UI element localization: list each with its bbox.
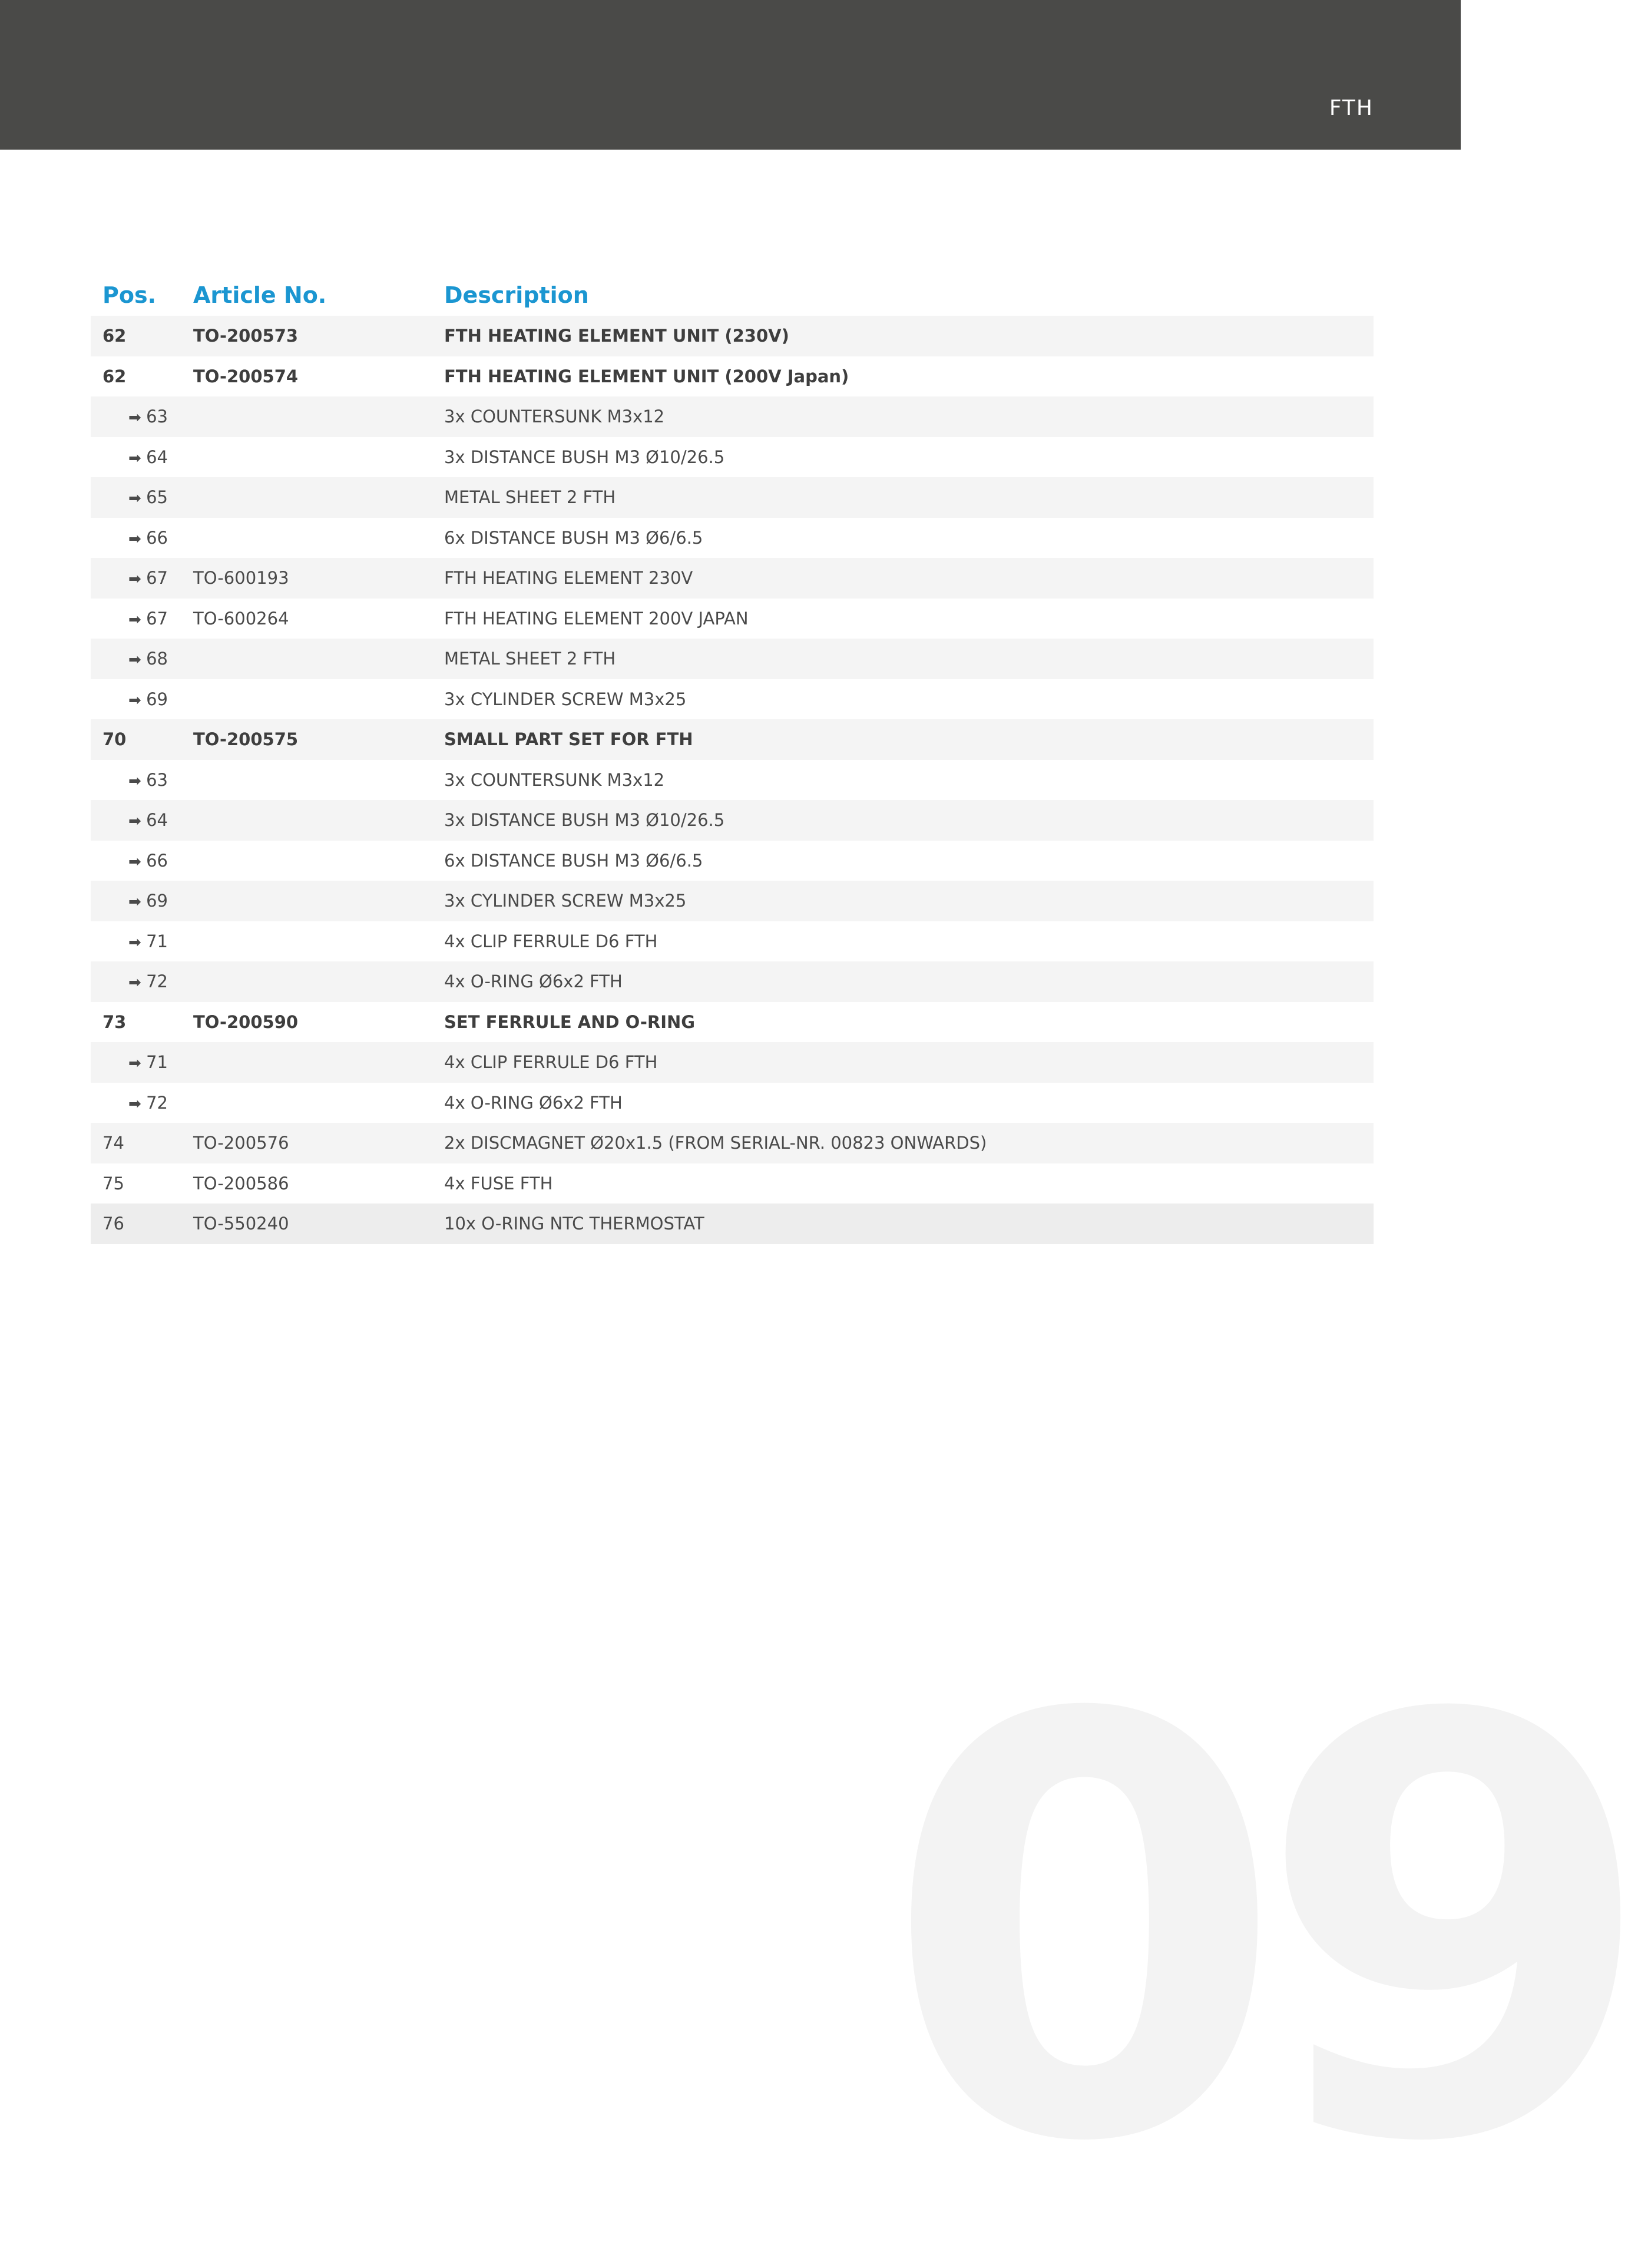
arrow-right-icon: ➡ [128,1054,147,1072]
table-row [91,558,1374,599]
table-body [91,316,1374,1244]
row-pos [102,316,126,356]
row-article-no: TO-200575 [193,729,299,749]
row-pos-value: 71 [146,1052,168,1072]
table-row [91,679,1374,720]
row-pos [128,518,168,560]
table-row [91,316,1374,356]
row-description: FTH HEATING ELEMENT 230V [444,568,693,588]
row-description: 3x COUNTERSUNK M3x12 [444,769,665,790]
row-pos-value: 67 [146,568,168,588]
row-pos [128,437,168,479]
row-pos-value: 72 [146,1092,168,1113]
table-row [91,841,1374,881]
row-description: 3x CYLINDER SCREW M3x25 [444,689,687,709]
table-row [91,1002,1374,1043]
chapter-number-watermark: 09 [884,1596,1628,2268]
table-row [91,881,1374,921]
arrow-right-icon: ➡ [128,651,147,669]
header-band [0,0,1461,150]
row-description: 6x DISTANCE BUSH M3 Ø6/6.5 [444,850,703,871]
row-pos-value: 65 [146,487,168,507]
arrow-right-icon: ➡ [128,974,147,991]
column-header-description: Description [444,282,589,308]
row-description: 3x CYLINDER SCREW M3x25 [444,891,687,911]
row-pos [128,679,168,721]
row-description: FTH HEATING ELEMENT UNIT (230V) [444,326,789,346]
row-pos [102,719,126,760]
row-description: 3x COUNTERSUNK M3x12 [444,406,665,427]
table-row [91,356,1374,397]
row-article-no: TO-600193 [193,568,289,588]
arrow-right-icon: ➡ [128,933,147,951]
row-description: 4x O-RING Ø6x2 FTH [444,1092,623,1113]
table-row [91,518,1374,558]
row-pos [128,1083,168,1125]
row-pos-value: 66 [146,850,168,871]
row-pos [128,921,168,963]
row-description: SMALL PART SET FOR FTH [444,729,693,749]
row-pos [102,1123,124,1163]
row-pos-value: 64 [146,447,168,467]
column-header-pos: Pos. [102,282,157,308]
row-pos [128,639,168,680]
table-row [91,921,1374,962]
arrow-right-icon: ➡ [128,852,147,871]
arrow-right-icon: ➡ [128,570,147,588]
arrow-right-icon: ➡ [128,610,147,629]
row-pos-value: 63 [146,769,168,790]
row-pos-value: 70 [102,729,127,749]
table-row [91,800,1374,841]
row-description: 3x DISTANCE BUSH M3 Ø10/26.5 [444,810,725,830]
arrow-right-icon: ➡ [128,1095,147,1113]
row-pos [128,800,168,842]
row-article-no: TO-200574 [193,366,299,386]
table-row [91,437,1374,478]
row-pos-value: 67 [146,608,168,629]
row-pos-value: 64 [146,810,168,830]
row-description: 2x DISCMAGNET Ø20x1.5 (FROM SERIAL-NR. 00823 ONWARDS) [444,1133,987,1153]
page-title: FTH [1329,96,1374,120]
table-row [91,760,1374,801]
row-pos [128,558,168,600]
table-row [91,719,1374,760]
row-pos-value: 63 [146,406,168,427]
row-pos-value: 74 [102,1133,124,1153]
row-article-no: TO-200576 [193,1133,289,1153]
row-description: 4x O-RING Ø6x2 FTH [444,971,623,991]
row-pos-value: 73 [102,1011,127,1032]
arrow-right-icon: ➡ [128,530,147,548]
row-pos-value: 62 [102,366,127,386]
table-row [91,1042,1374,1083]
row-description: 4x FUSE FTH [444,1173,553,1193]
arrow-right-icon: ➡ [128,691,147,709]
row-pos-value: 71 [146,931,168,951]
arrow-right-icon: ➡ [128,812,147,830]
row-pos-value: 62 [102,326,127,346]
row-description: 6x DISTANCE BUSH M3 Ø6/6.5 [444,527,703,548]
row-pos-value: 68 [146,649,168,669]
row-pos-value: 66 [146,527,168,548]
arrow-right-icon: ➡ [128,772,147,790]
row-article-no: TO-200573 [193,326,299,346]
table-row [91,1163,1374,1204]
table-row [91,477,1374,518]
row-description: 3x DISTANCE BUSH M3 Ø10/26.5 [444,447,725,467]
table-row [91,1204,1374,1244]
row-pos [128,961,168,1003]
table-row [91,1083,1374,1123]
row-description: METAL SHEET 2 FTH [444,649,616,669]
row-pos [128,599,168,640]
row-article-no: TO-550240 [193,1214,289,1234]
arrow-right-icon: ➡ [128,893,147,911]
table-row [91,1123,1374,1163]
row-pos-value: 69 [146,689,168,709]
table-row [91,961,1374,1002]
row-pos [128,760,168,802]
row-article-no: TO-200590 [193,1011,299,1032]
row-description: 4x CLIP FERRULE D6 FTH [444,1052,658,1072]
row-pos [128,841,168,882]
row-description: FTH HEATING ELEMENT UNIT (200V Japan) [444,366,849,386]
row-pos [102,1204,124,1244]
row-description: METAL SHEET 2 FTH [444,487,616,507]
row-article-no: TO-200586 [193,1173,289,1193]
table-row [91,599,1374,639]
row-description: 4x CLIP FERRULE D6 FTH [444,931,658,951]
table-row [91,639,1374,679]
arrow-right-icon: ➡ [128,490,147,507]
row-article-no: TO-600264 [193,608,289,629]
row-pos [128,396,168,438]
row-pos [128,477,168,519]
row-pos [128,1042,168,1084]
column-header-article: Article No. [193,282,327,308]
row-pos-value: 76 [102,1214,124,1234]
row-pos [128,881,168,923]
row-description: SET FERRULE AND O-RING [444,1011,696,1032]
row-description: 10x O-RING NTC THERMOSTAT [444,1214,704,1234]
table-row [91,396,1374,437]
table-header [91,277,1374,316]
row-pos-value: 69 [146,891,168,911]
row-pos [102,1163,124,1204]
row-pos [102,1002,126,1043]
arrow-right-icon: ➡ [128,409,147,427]
row-pos-value: 75 [102,1173,124,1193]
parts-table [91,277,1374,1244]
row-pos [102,356,126,397]
row-pos-value: 72 [146,971,168,991]
row-description: FTH HEATING ELEMENT 200V JAPAN [444,608,749,629]
arrow-right-icon: ➡ [128,449,147,467]
